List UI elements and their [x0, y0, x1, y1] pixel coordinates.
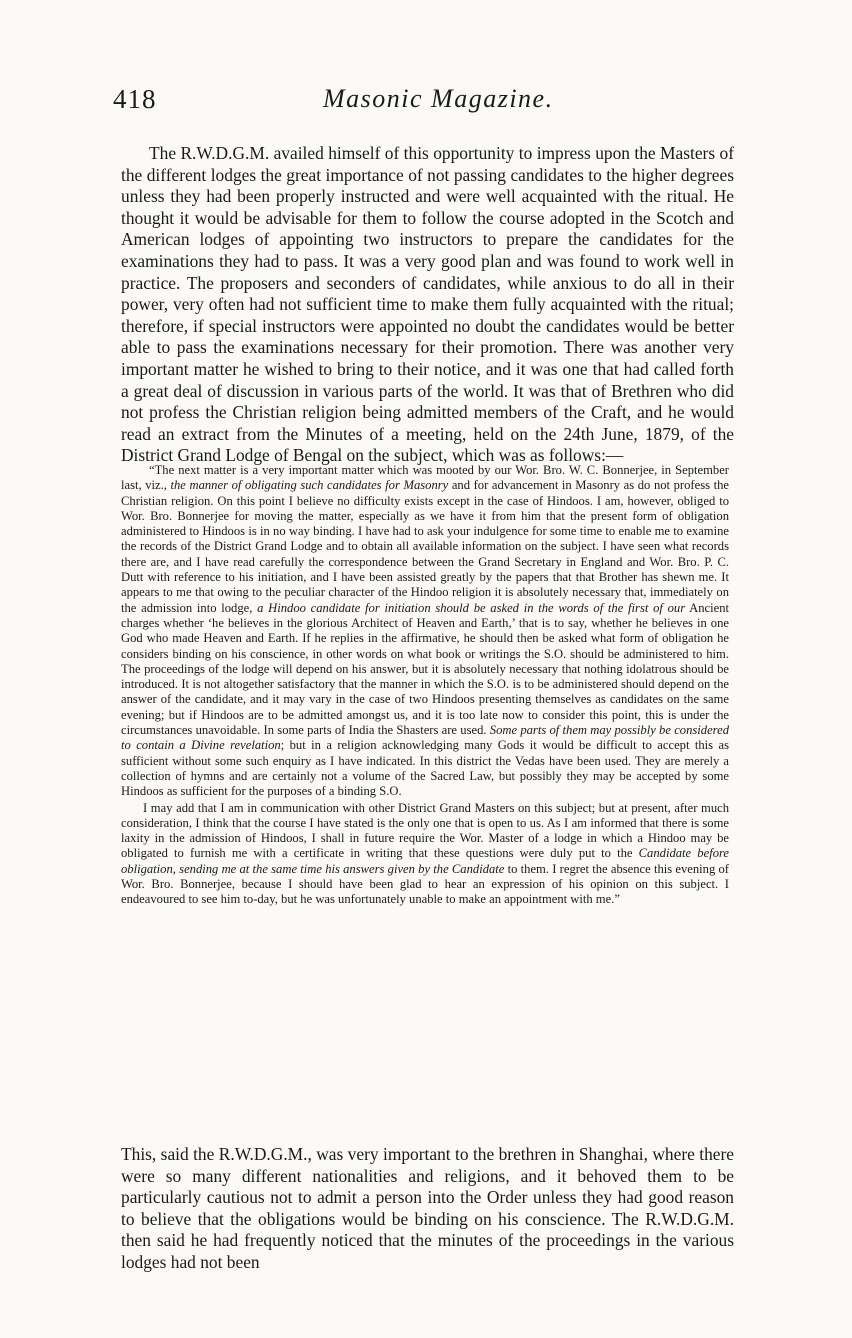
- quoted-minutes-extract: [121, 463, 729, 908]
- quote-paragraph-2: [121, 801, 729, 908]
- quote-italic-text: Candidate before obligation, sending me at the same time his answers given by the Candidate: [121, 846, 730, 876]
- quote-text: to them. I regret the absence this evening of Wor. Bro. Bonnerjee, because I should have been glad to hear an expression of his opinion on this subject. I endeavoured to see him to-day, but he was unfortunately unable to make an appointment with me.”: [121, 861, 729, 907]
- page-header: [113, 84, 753, 124]
- quote-paragraph-1: [121, 463, 729, 800]
- body-paragraph-1: The R.W.D.G.M. availed himself of this opportunity to impress upon the Masters of the different lodges the great importance of not passing candidates to the higher degrees unless they had been properly instructed and were well acquainted with the ritual. He thought it would be advisable for them to follow the course adopted in the Scotch and American lodges of appointing two instructors to prepare the candidates for the examinations they had to pass. It was a very good plan and was found to work well in practice. The proposers and seconders of candidates, while anxious to do all in their power, very often had not sufficient time to make them fully acquainted with the ritual; therefore, if special instructors were appointed no doubt the candidates would be better able to pass the examinations necessary for their promotion. There was another very important matter he wished to bring to their notice, and it was one that had called forth a great deal of discussion in various parts of the world. It was that of Brethren who did not profess the Christian religion being admitted members of the Craft, and he would read an extract from the Minutes of a meeting, held on the 24th June, 1879, of the District Grand Lodge of Bengal on the subject, which was as follows:—: [121, 143, 734, 466]
- quote-italic-text: the manner of obligating such candidates for Masonry: [170, 478, 449, 493]
- body-paragraph-2: This, said the R.W.D.G.M., was very important to the brethren in Shanghai, where there were so many different nationalities and religions, and it behoved them to be particularly cautious not to admit a person into the Order unless they had good reason to believe that the obligations would be binding on his conscience. The R.W.D.G.M. then said he had frequently noticed that the minutes of the proceedings in the various lodges had not been: [121, 1144, 734, 1272]
- quote-text: ; but in a religion acknowledging many Gods it would be difficult to accept this as sufficient without some such enquiry as I have indicated. In this district the Vedas have been used. They are merely a collection of hymns and are certainly not a volume of the Sacred Law, but possibly they may be accepted by some Hindoos as sufficient for the purposes of a binding S.O.: [121, 738, 729, 799]
- quote-text: and for advancement in Masonry as do not profess the Christian religion. On this point I believe no difficulty exists except in the case of Hindoos. I am, however, obliged to Wor. Bro. Bonnerjee for moving the matter, especially as we have it from him that the present form of obligation administered to Hindoos is in no way binding. I have had to ask your indulgence for some time to enable me to examine the records of the District Grand Lodge and to obtain all available information on the subject. I have seen what records there are, and I have read carefully the correspondence between the Grand Secretary in England and Wor. Bro. P. C. Dutt with reference to his initiation, and I have been assisted greatly by the papers that that Brother has shewn me. It appears to me that owing to the peculiar character of the Hindoo religion it is absolutely necessary that, immediately on the admission into lodge,: [121, 478, 729, 615]
- quote-italic-text: Some parts of them may possibly be considered to contain a Divine revelation: [121, 723, 729, 753]
- quote-text: “The next matter is a very important matter which was mooted by our Wor. Bro. W. C. Bonnerjee, in September last, viz.,: [121, 463, 729, 493]
- quote-italic-text: a Hindoo candidate for initiation should be asked in the words of the first of our: [257, 600, 686, 615]
- running-title: Masonic Magazine.: [323, 84, 554, 113]
- page-number: 418: [113, 84, 157, 114]
- quote-text: Ancient charges whether ‘he believes in the glorious Architect of Heaven and Earth,’ that is to say, whether he believes in one God who made Heaven and Earth. If he replies in the affirmative, he should then be asked what form of obligation he considers binding on his conscience, in other words on what book or writings the S.O. should be administered to him. The proceedings of the lodge will depend on his answer, but it is absolutely necessary that nothing idolatrous should be introduced. It is not altogether satisfactory that the manner in which the S.O. is to be administered should depend on the answer of the candidate, and it may vary in the case of two Hindoos presenting themselves as candidates on the same evening; but if Hindoos are to be admitted amongst us, and it is too late now to consider this point, this is under the circumstances unavoidable. In some parts of India the Shasters are used.: [121, 600, 729, 738]
- quote-text: I may add that I am in communication with other District Grand Masters on this subject; but at present, after much consideration, I think that the course I have stated is the only one that is open to us. As I am informed that there is some laxity in the admission of Hindoos, I shall in future require the Wor. Master of a lodge in which a Hindoo may be obligated to furnish me with a certificate in writing that these questions were duly put to the: [121, 800, 729, 861]
